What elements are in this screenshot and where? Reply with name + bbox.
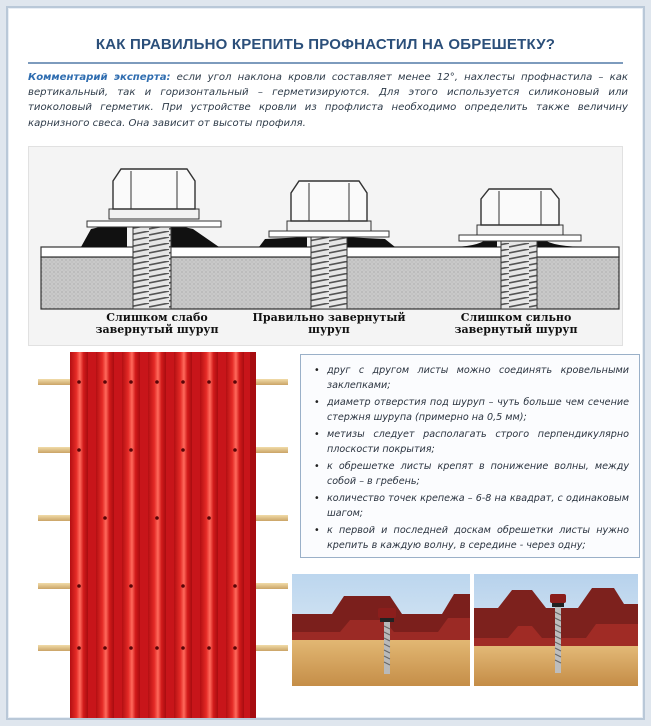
installation-tips xyxy=(300,354,640,558)
caption-too-tight: Слишком сильно завернутый шуруп xyxy=(454,311,578,336)
page-title: КАК ПРАВИЛЬНО КРЕПИТЬ ПРОФНАСТИЛ НА ОБРЕШЕТКУ? xyxy=(95,36,556,53)
caption-correct: Правильно завернутый шуруп xyxy=(252,311,406,336)
expert-comment xyxy=(28,70,628,131)
expert-comment-lead: Комментарий эксперта: xyxy=(28,72,171,83)
tip-item: • друг с другом листы можно соединять кровельными заклепками; xyxy=(311,363,629,394)
expert-comment-text: если угол наклона кровли составляет менее 12°, нахлесты профнастила – как вертикальный, так и горизонтальный – герметизируются. Для этого используется силиконовый или тиоколовый герметик. При устройстве кровли из профлиста необходимо определить также величину карнизного свеса. Она зависит от высоты профиля. xyxy=(28,72,628,129)
title-divider xyxy=(28,62,623,64)
tip-item: • метизы следует располагать строго перпендикулярно плоскости покрытия; xyxy=(311,427,629,458)
screw-head xyxy=(378,608,396,618)
screw-diagram xyxy=(28,146,623,346)
red-profiled-sheet xyxy=(30,348,292,720)
caption-too-loose: Слишком слабо завернутый шуруп xyxy=(95,311,219,336)
tip-item: • количество точек крепежа – 6-8 на квадрат, с одинаковым шагом; xyxy=(311,491,629,522)
photo-screw-in-trough xyxy=(292,574,470,686)
tip-item: • к первой и последней доскам обрешетки листы нужно крепить в каждую волну, в середине - через одну; xyxy=(311,523,629,554)
screw-head xyxy=(550,594,566,603)
sheet-ribs xyxy=(70,352,256,718)
profiled-sheet-illustration xyxy=(30,348,292,720)
photo-screw-second xyxy=(474,574,638,686)
tip-item: • диаметр отверстия под шуруп – чуть больше чем сечение стержня шурупа (примерно на 0,5 мм); xyxy=(311,395,629,426)
tip-item: • к обрешетке листы крепят в понижение волны, между собой – в гребень; xyxy=(311,459,629,490)
page-frame xyxy=(6,6,645,720)
